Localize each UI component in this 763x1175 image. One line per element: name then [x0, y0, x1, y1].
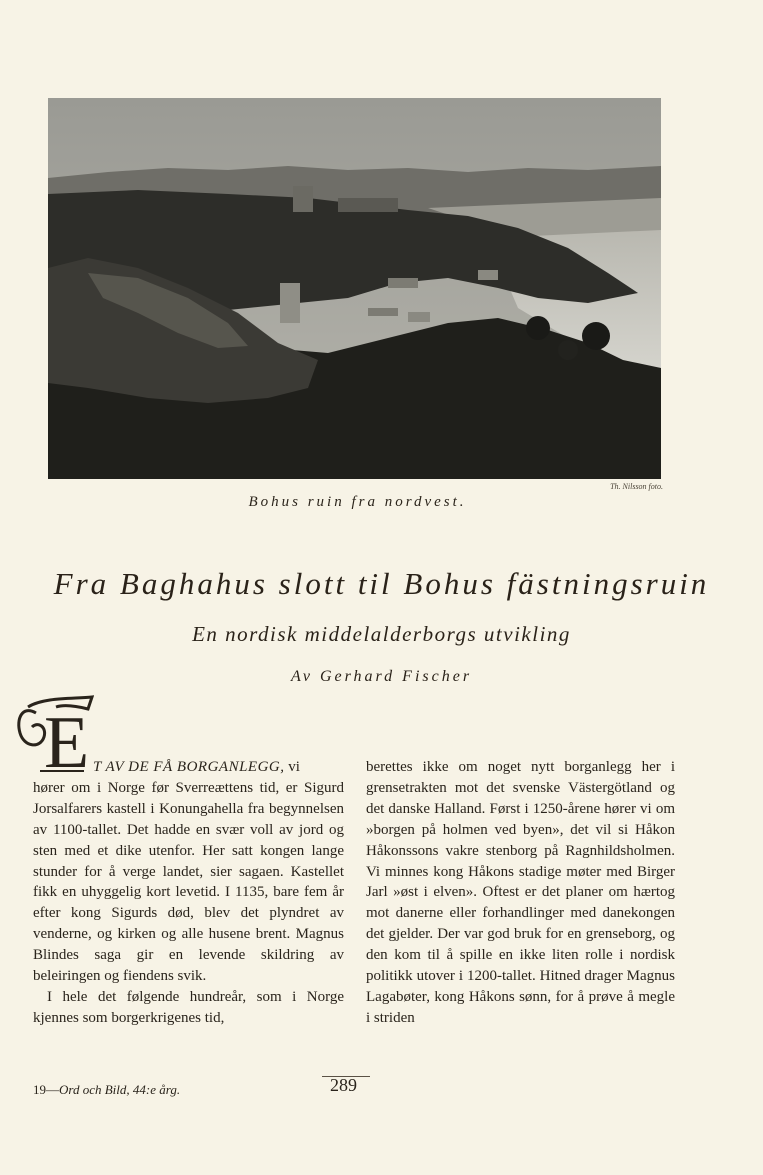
landscape-image: [48, 98, 661, 479]
lead-line-rest: vi: [284, 759, 300, 775]
page-number: 289: [330, 1075, 357, 1095]
publication-name: Ord och Bild, 44:e årg.: [59, 1082, 181, 1097]
photo-credit: Th. Nilsson foto.: [610, 482, 663, 491]
signature-number: 19—: [33, 1082, 59, 1097]
lead-line: [33, 757, 344, 778]
photo-caption: Bohus ruin fra nordvest.: [248, 494, 467, 510]
castle-photo: [48, 98, 661, 479]
second-paragraph: I hele det følgende hundreår, som i Norge kjennes som borgerkrigenes tid,: [33, 988, 344, 1026]
first-paragraph: hører om i Norge før Sverreættens tid, er Sigurd Jorsalfarers kastell i Konungahella fra begynnelsen av 1100-tallet. Det hadde en svær voll av jord og sten med et dike utenfor. Her satt kongen lange stunder for å verge landet, sier sagaen. Kastellet fikk en uhyggelig kort levetid. I 1135, bare fem år efter kong Sigurds død, blev det plyndret av venderne, og kirken og alle husene brent. Magnus Blindes saga gir en levende skildring av beleiringen og fiendens svik.: [33, 779, 344, 985]
article-subtitle: En nordisk middelalderborgs utvikling: [192, 622, 571, 646]
article-author: Av Gerhard Fischer: [290, 668, 473, 685]
footer-signature: [33, 1082, 180, 1098]
right-column: [366, 757, 675, 1029]
right-paragraph: berettes ikke om noget nytt borganlegg her i grensetrakten mot det svenske Västergötland og det danske Halland. Først i 1250-årene hører vi om »borgen på holmen ved byen», det vil si Håkon Håkonssons vakre stenborg på Ragnhildsholmen. Vi minnes kong Håkons stadige møter med Birger Jarl »øst i elven». Oftest er det planer om hærtog mot danerne eller forhandlinger med danekongen det gjelder. Der var god bruk for en grenseborg, og den kom til å spille en ikke liten rolle i nordisk politikk utover i 1200-tallet. Hitned drager Magnus Lagabøter, kong Håkons sønn, for å prøve å megle i striden: [366, 759, 675, 1026]
drop-cap-letter: E: [44, 702, 90, 775]
article-title: Fra Baghahus slott til Bohus fästningsruin: [53, 566, 710, 601]
lead-text: T AV DE FÅ BORGANLEGG,: [93, 759, 285, 775]
left-column: [33, 757, 344, 1029]
